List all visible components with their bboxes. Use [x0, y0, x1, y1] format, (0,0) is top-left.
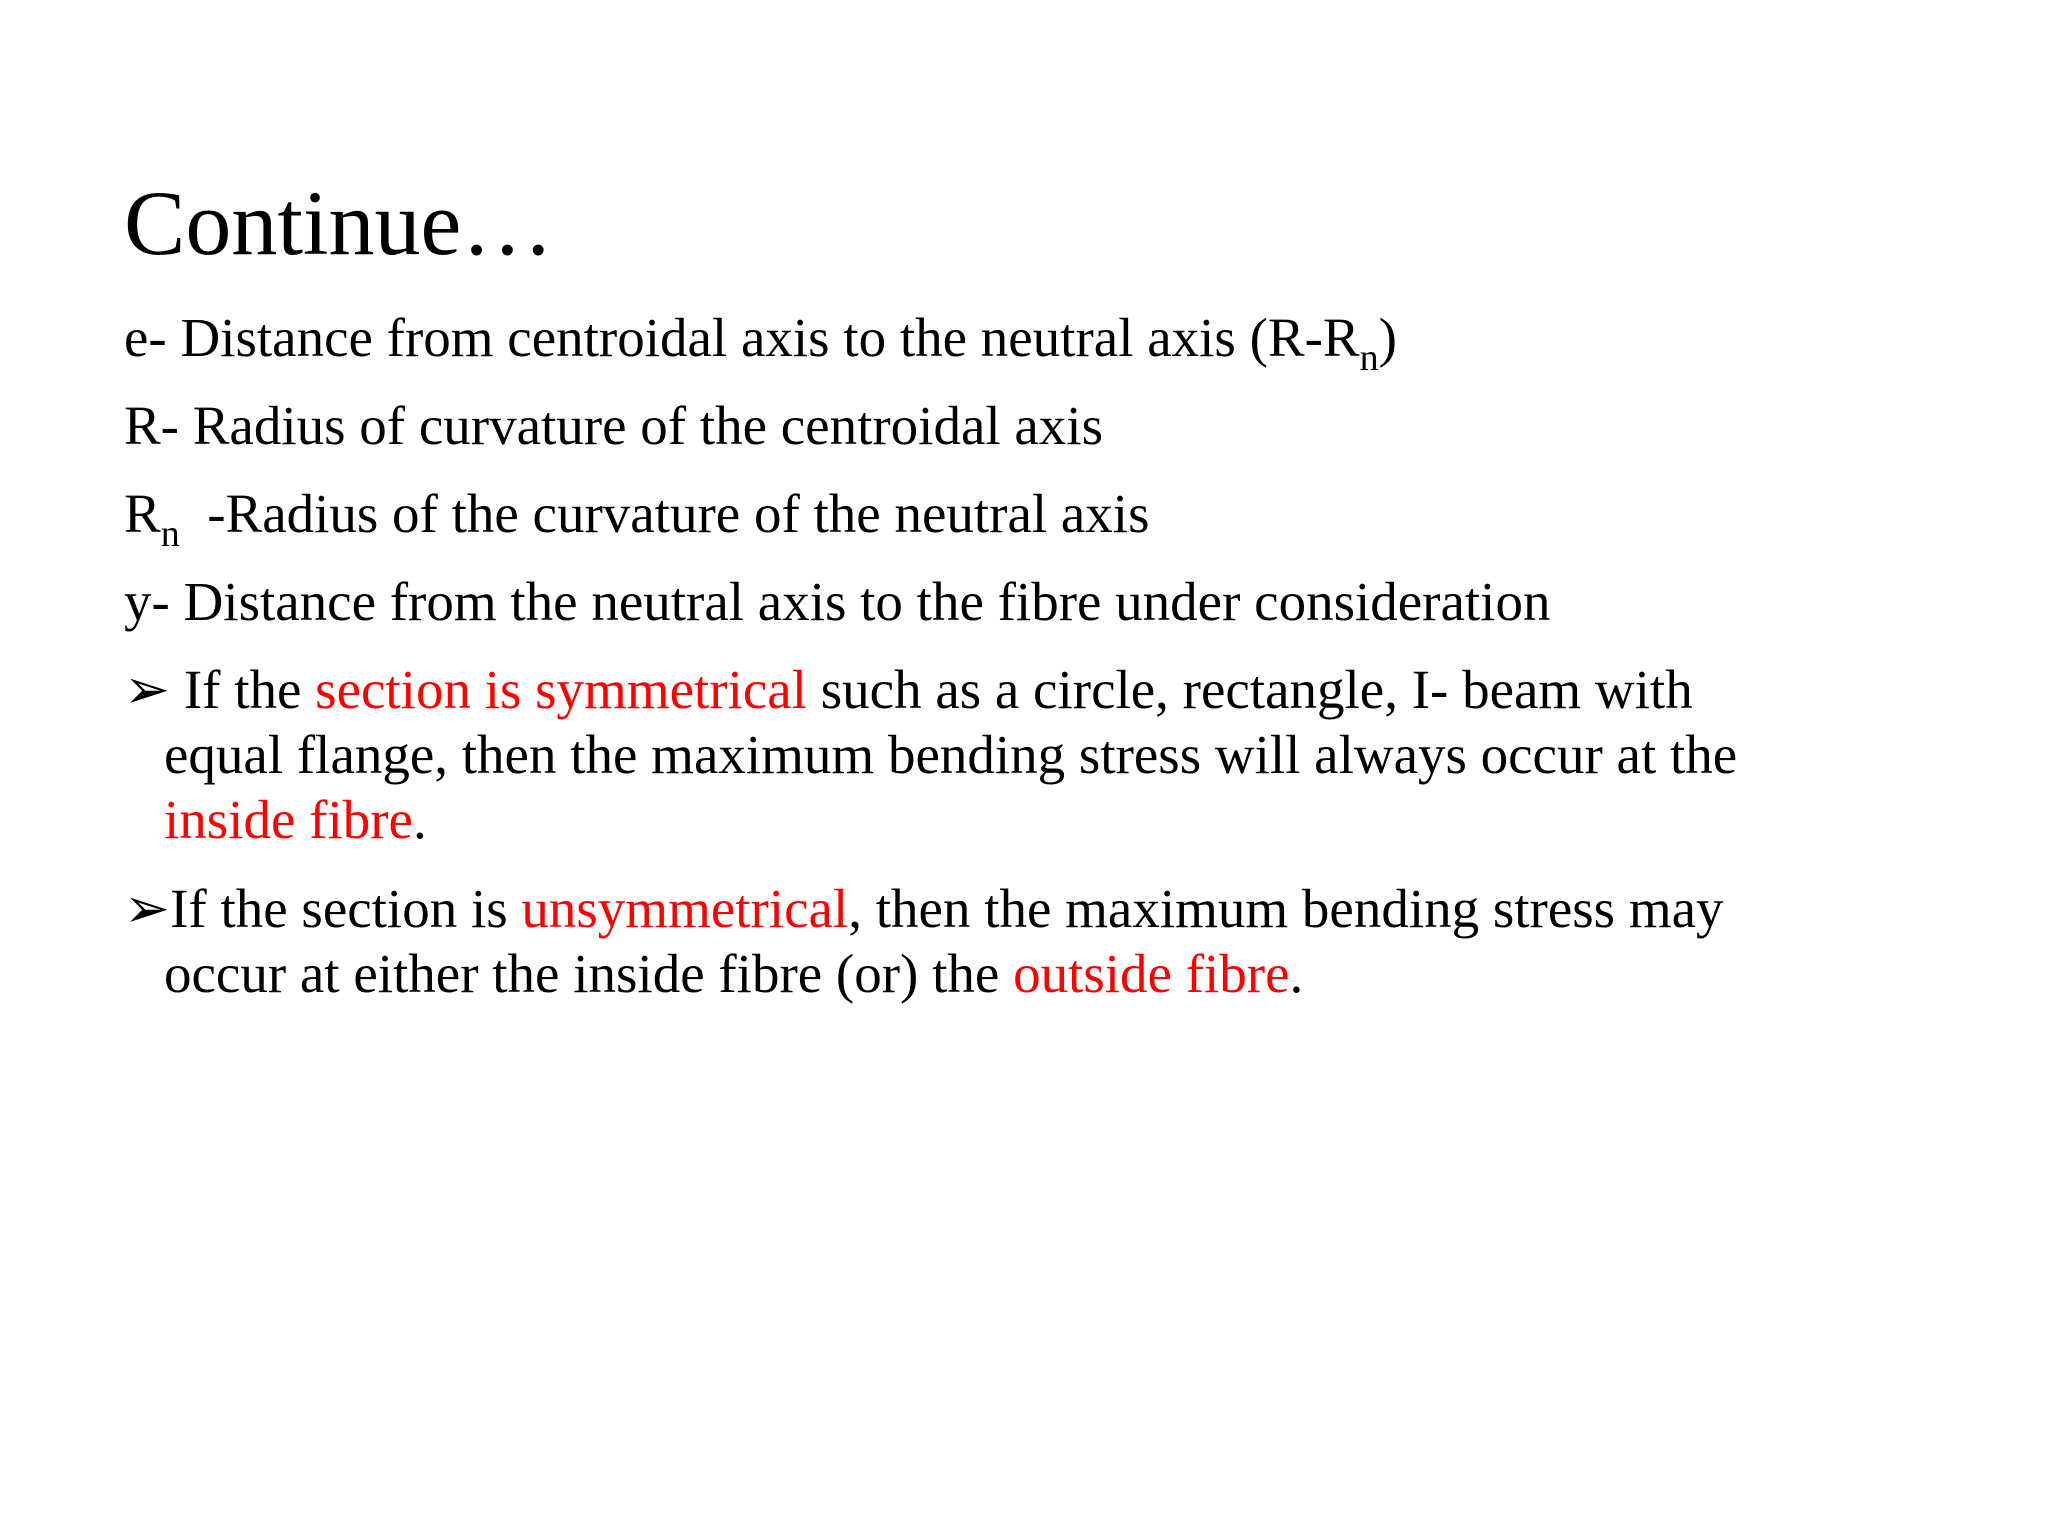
bullet-text: occur at either the inside fibre (or) the [164, 943, 1014, 1004]
highlight-text: inside fibre [164, 789, 413, 850]
definition-r: R- Radius of curvature of the centroidal axis [124, 395, 1103, 456]
subscript-n: n [160, 513, 180, 555]
definition-rn-symbol: R [124, 483, 161, 544]
definition-rn [124, 482, 1150, 555]
definition-e-close: ) [1378, 307, 1397, 368]
definition-rn-text: -Radius of the curvature of the neutral axis [179, 483, 1150, 544]
bullet-line [124, 941, 1924, 1006]
bullet-text: If the [170, 659, 316, 720]
bullet-line [124, 876, 1924, 941]
bullet-text: If the section is [170, 878, 522, 939]
highlight-text: unsymmetrical [521, 878, 849, 939]
arrow-bullet-icon: ➢ [124, 878, 171, 939]
arrow-bullet-icon: ➢ [124, 659, 171, 720]
highlight-text: section is symmetrical [315, 659, 808, 720]
bullet-line [124, 787, 1924, 852]
bullet-text: . [412, 789, 427, 850]
bullet-text: such as a circle, rectangle, I- beam with [807, 659, 1693, 720]
definition-y: y- Distance from the neutral axis to the fibre under consideration [124, 571, 1551, 632]
bullet-text: , then the maximum bending stress may [848, 878, 1724, 939]
bullet-text: . [1289, 943, 1304, 1004]
bullet-unsymmetrical [124, 876, 1924, 1006]
bullet-line [124, 657, 1924, 722]
subscript-n: n [1359, 337, 1379, 379]
bullet-symmetrical [124, 657, 1924, 852]
highlight-text: outside fibre [1013, 943, 1290, 1004]
slide-title: Continue… [124, 172, 554, 274]
definition-e-text: e- Distance from centroidal axis to the neutral axis (R-R [124, 307, 1360, 368]
bullet-line: equal flange, then the maximum bending stress will always occur at the [164, 724, 1738, 785]
definition-e [124, 306, 1397, 379]
